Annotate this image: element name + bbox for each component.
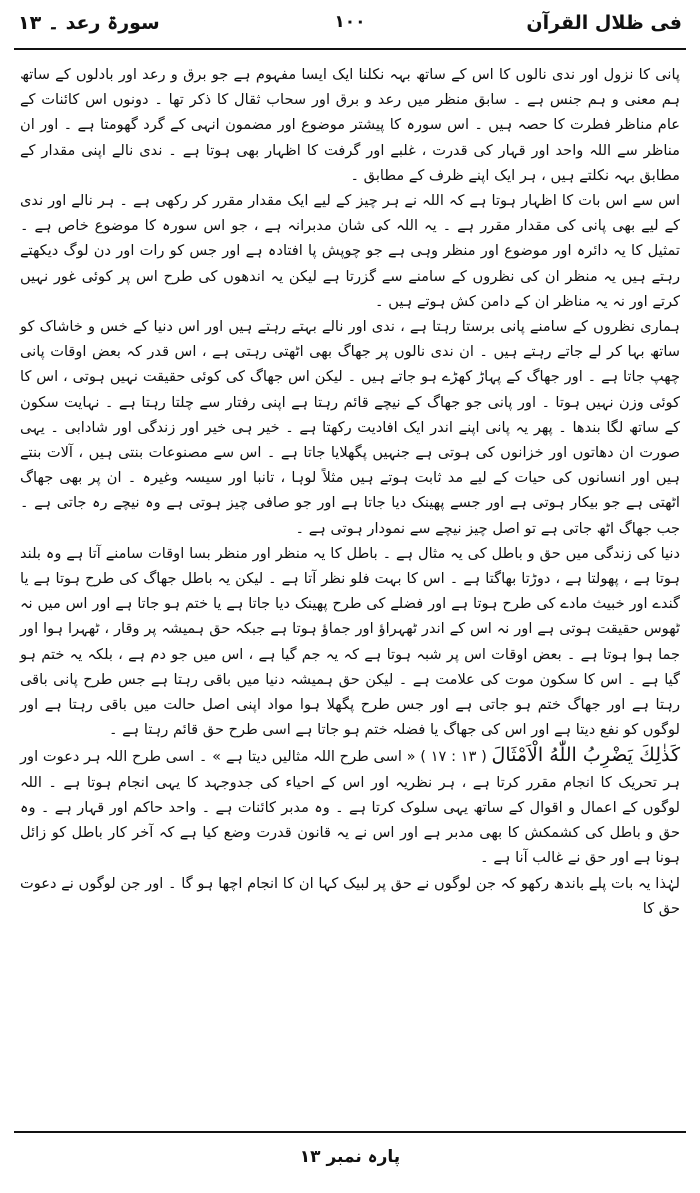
paragraph-1: پانی کا نزول اور ندی نالوں کا اس کے ساتھ بہہ نکلنا ایک ایسا مفہوم ہے جو برق و رعد اور بادلوں کے ساتھ ہم معنی و ہم جنس ہے ۔ سابق منظر میں رعد و برق اور سحاب ثقال کا ذکر تھا ۔ دونوں اس کائنات کے عام مناظر فطرت کا حصہ ہیں ۔ اس سورہ کا پیشتر موضوع اور مضمون انہی کے گرد گھومتا ہے ۔ اور ان مناظر سے اللہ واحد اور قہار کی قدرت ، غلبے اور گرفت کا اظہار بھی ہوتا ہے ۔ ندی نالے اپنی مقدار کے مطابق بہہ نکلتے ہیں ، ہر ایک اپنے ظرف کے مطابق ۔ (20, 66, 680, 184)
paragraph-2: اس سے اس بات کا اظہار ہوتا ہے کہ اللہ نے ہر چیز کے لیے ایک مقدار مقرر کر رکھی ہے ۔ ہر نالے اور ندی کے لیے بھی پانی کی مقدار مقرر ہے ۔ یہ اللہ کی شان مدبرانہ ہے ، جو اس سورہ کا موضوع خاص ہے ۔ تمثیل کا یہ دائرہ اور موضوع اور منظر وہی ہے جو چوپش پا افتادہ ہے اور جس کو رات اور دن لوگ دیکھتے رہتے ہیں یہ منظر ان کی نظروں کے سامنے سے گزرتا ہے لیکن یہ اندھوں کی طرح اس پر کوئی غور نہیں کرتے اور نہ یہ مناظر ان کے دامن کش ہوتے ہیں ۔ (20, 192, 680, 310)
page-body (20, 62, 680, 921)
paragraph-4: دنیا کی زندگی میں حق و باطل کی یہ مثال ہے ۔ باطل کا یہ منظر اور منظر بسا اوقات سامنے آتا ہے وہ بلند ہوتا ہے ، پھولتا ہے ، دوڑتا بھاگتا ہے ۔ اس کا بہت فلو نظر آتا ہے ۔ لیکن یہ باطل جھاگ کی طرح ہوتا ہے یا گندے اور خبیث مادے کی طرح ہوتا ہے اور فضلے کی طرح پھینک دیا جاتا ہے یا ختم ہو جاتا ہے اور اس میں نہ ٹھوس حقیقت ہوتی ہے اور نہ اس کے اندر ٹھہراؤ اور جماؤ ہوتا ہے جبکہ حق ہمیشہ پر وقار ، ٹھہرا ہوا اور جما ہوا ہوتا ہے ۔ بعض اوقات اس پر شبہ ہوتا ہے کہ یہ جم گیا ہے ، اس میں جو دم ہے ، بلکہ یہ ختم ہو گیا ہے ۔ اس کا سکون موت کی علامت ہے ۔ لیکن حق ہمیشہ دنیا میں باقی رہتا ہے جس طرح پانی باقی رہتا ہے اور جھاگ ختم ہو جاتی ہے اور جس طرح پگھلا ہوا مواد اپنی اصل حالت میں باقی رہتا ہے اور لوگوں کو نفع دیتا ہے اور اس کی جھاگ یا فضلہ ختم ہو جاتا ہے اسی طرح حق قائم رہتا ہے ۔ (20, 544, 680, 739)
footer-divider (14, 1131, 686, 1133)
para-label: پارہ نمبر ۱۳ (299, 1147, 401, 1167)
header-divider (14, 48, 686, 50)
paragraph-3: ہماری نظروں کے سامنے پانی برستا رہتا ہے ، ندی اور نالے بہتے رہتے ہیں اور اس دنیا کے خس و خاشاک کو ساتھ بہا کر لے جاتے رہتے ہیں ۔ ان ندی نالوں پر جھاگ بھی اٹھتی رہتی ہے ، اس قدر کہ بعض اوقات پانی چھپ جاتا ہے ۔ اور جھاگ کے پہاڑ کھڑے ہو جاتے ہیں ۔ لیکن اس جھاگ کی کوئی حقیقت نہیں ہوتی ، اس کا کوئی وزن نہیں ہوتا ۔ اور پانی جو جھاگ کے نیچے قائم رہتا ہے اپنی رفتار سے چلتا رہتا ہے ۔ نہایت سکون کے ساتھ لگا بندھا ۔ پھر یہ پانی اپنے اندر ایک افادیت رکھتا ہے ۔ خیر ہی خیر اور زندگی اور شادابی ۔ یہی صورت ان دھاتوں اور خزانوں کی ہوتی ہے جنہیں پگھلایا جاتا ہے ۔ اس سے مصنوعات بنتی ہیں ، آلات بنتے ہیں اور انسانوں کی حیات کے لیے مد ثابت ہوتے ہیں مثلاً لوہا ، تانبا اور سیسہ وغیرہ ۔ ان پر بھی جھاگ اٹھتی ہے جو بیکار ہوتی ہے اور جسے پھینک دیا جاتا ہے اور جو صافی چیز ہوتی ہے وہ نیچے رہ جاتی ہے ۔ جب جھاگ اٹھ جاتی ہے تو اصل چیز نیچے سے نمودار ہوتی ہے ۔ (20, 318, 680, 537)
verse-block (20, 742, 680, 870)
paragraph-5: اسی طرح اللہ ہر دعوت اور ہر تحریک کا انجام مقرر کرتا ہے ، ہر نظریہ اور اس کے احیاء کی جدوجہد کا یہی انجام ہوتا ہے ۔ اللہ لوگوں کے اعمال و اقوال کے ساتھ یہی سلوک کرتا ہے ۔ وہ مدبر کائنات ہے ۔ واحد حاکم اور قہار ہے ۔ وہ حق و باطل کی کشمکش کا بھی مدبر ہے اور اس نے یہ قانون قدرت وضع کیا ہے کہ آخر کار باطل کو زائل ہونا ہے اور حق نے غالب آنا ہے ۔ (20, 748, 680, 867)
verse-translation: « اسی طرح اللہ مثالیں دیتا ہے » ۔ (198, 748, 416, 766)
page-header (18, 6, 682, 46)
book-title: فی ظلال القرآن (526, 12, 682, 34)
verse-arabic: كَذٰلِكَ يَضْرِبُ اللّٰهُ الْاَمْثَالَ (491, 744, 680, 767)
paragraph-6: لہٰذا یہ بات پلے باندھ رکھو کہ جن لوگوں نے حق پر لبیک کہا ان کا انجام اچھا ہو گا ۔ اور جن لوگوں نے دعوت حق کا (20, 874, 680, 917)
surah-label: سورۃ رعد ۔ ۱۳ (18, 12, 160, 34)
page-number: ۱۰۰ (334, 12, 366, 32)
verse-reference: ( ۱۳ : ۱۷ ) (420, 748, 487, 766)
